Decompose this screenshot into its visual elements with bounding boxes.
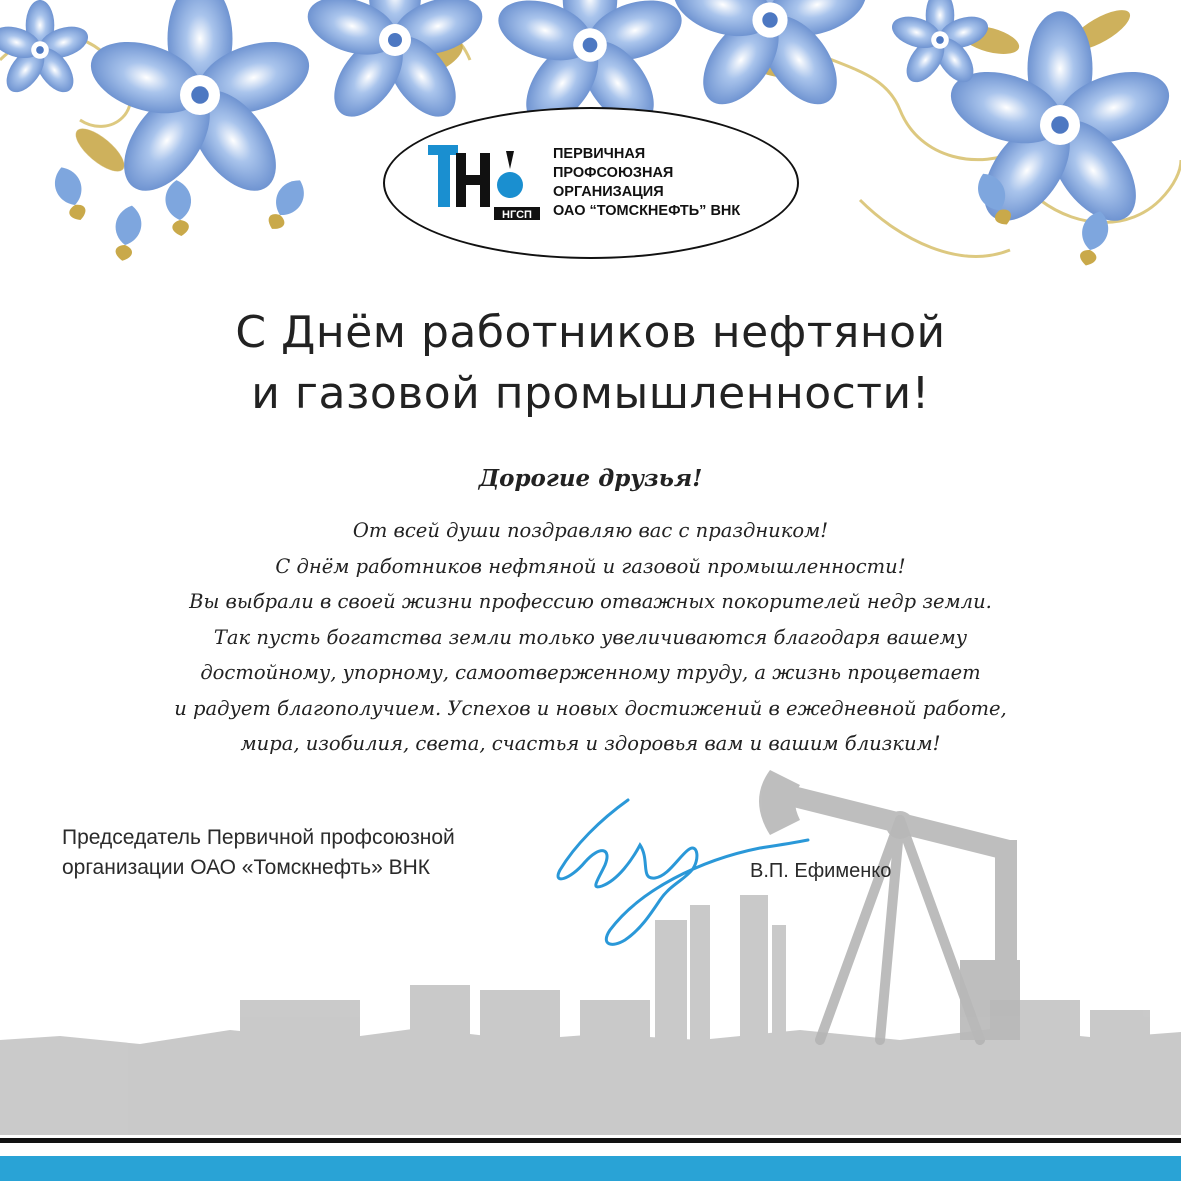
bottom-rule xyxy=(0,1138,1181,1143)
message-line: Так пусть богатства земли только увеличиваются благодаря вашему xyxy=(213,625,968,649)
message-line: От всей души поздравляю вас с праздником! xyxy=(352,519,829,542)
message-line: достойному, упорному, самоотверженному труду, а жизнь процветает xyxy=(200,661,981,684)
title-line: С Днём работников нефтяной xyxy=(235,307,946,358)
signatory-title-line: организации ОАО «Томскнефть» ВНК xyxy=(62,856,431,879)
logo-text xyxy=(553,145,740,221)
message-body xyxy=(0,513,1181,762)
logo-line: ОРГАНИЗАЦИЯ xyxy=(553,184,664,200)
message-line: мира, изобилия, света, счастья и здоровья вам и вашим близким! xyxy=(240,732,941,755)
logo-line: ПРОФСОЮЗНАЯ xyxy=(553,165,674,181)
logo-abbr: НГСП xyxy=(502,209,532,220)
greeting-heading: Дорогие друзья! xyxy=(478,465,703,492)
signatory-title xyxy=(62,823,455,883)
message-line: Вы выбрали в своей жизни профессию отважных покорителей недр земли. xyxy=(189,590,992,613)
card-title xyxy=(0,302,1181,424)
bottom-band xyxy=(0,1156,1181,1181)
logo-line: ПЕРВИЧНАЯ xyxy=(553,146,646,162)
union-logo-icon xyxy=(428,145,540,220)
title-line: и газовой промышленности! xyxy=(251,368,930,419)
signatory-title-line: Председатель Первичной профсоюзной xyxy=(62,826,455,849)
message-line: С днём работников нефтяной и газовой промышленности! xyxy=(275,554,906,578)
logo-line: ОАО “ТОМСКНЕФТЬ” ВНК xyxy=(553,203,741,219)
signatory-name: В.П. Ефименко xyxy=(750,860,892,882)
message-line: и радует благополучием. Успехов и новых достижений в ежедневной работе, xyxy=(174,696,1007,720)
